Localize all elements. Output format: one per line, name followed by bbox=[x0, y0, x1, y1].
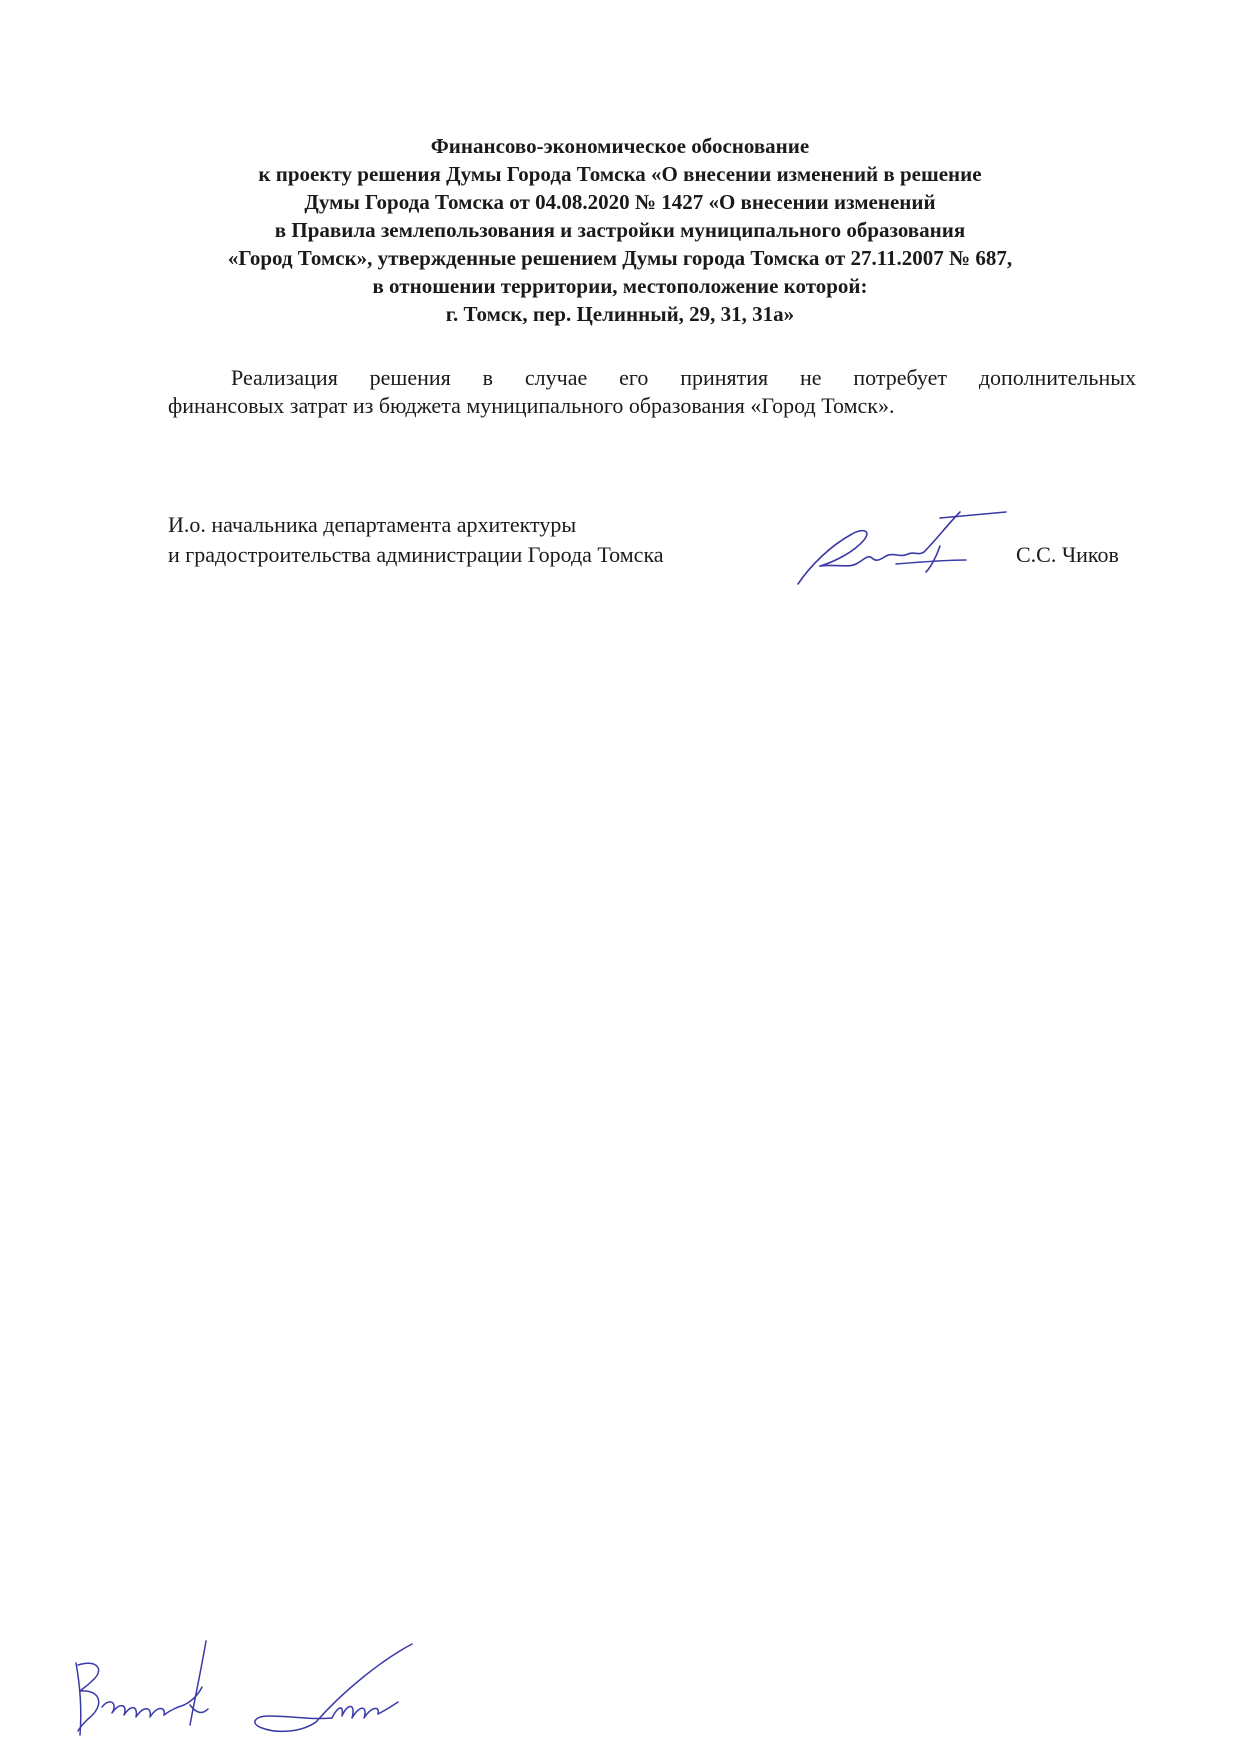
title-line: «Город Томск», утвержденные решением Думы города Томска от 27.11.2007 № 687, bbox=[227, 246, 1013, 270]
signatory-position-line: И.о. начальника департамента архитектуры bbox=[168, 512, 577, 537]
title-line: Финансово-экономическое обоснование bbox=[430, 134, 810, 158]
document-title bbox=[120, 132, 1120, 328]
title-line: к проекту решения Думы Города Томска «О внесении изменений в решение bbox=[258, 162, 982, 186]
title-line: Думы Города Томска от 04.08.2020 № 1427 «О внесении изменений bbox=[304, 190, 936, 214]
handwritten-initials-signature bbox=[232, 1640, 432, 1740]
signatory-position bbox=[168, 510, 664, 570]
body-paragraph bbox=[168, 364, 1136, 420]
handwritten-initials-signature bbox=[66, 1635, 246, 1745]
handwritten-signature bbox=[790, 506, 1010, 606]
signatory-position-line: и градостроительства администрации Города Томска bbox=[168, 542, 664, 567]
body-line: финансовых затрат из бюджета муниципального образования «Город Томск». bbox=[168, 393, 895, 418]
title-line: г. Томск, пер. Целинный, 29, 31, 31а» bbox=[445, 302, 795, 326]
signatory-name: С.С. Чиков bbox=[1016, 542, 1119, 567]
body-line: Реализация решения в случае его принятия не потребует дополнительных bbox=[231, 365, 1136, 390]
title-line: в Правила землепользования и застройки муниципального образования bbox=[274, 218, 966, 242]
title-line: в отношении территории, местоположение которой: bbox=[372, 274, 868, 298]
